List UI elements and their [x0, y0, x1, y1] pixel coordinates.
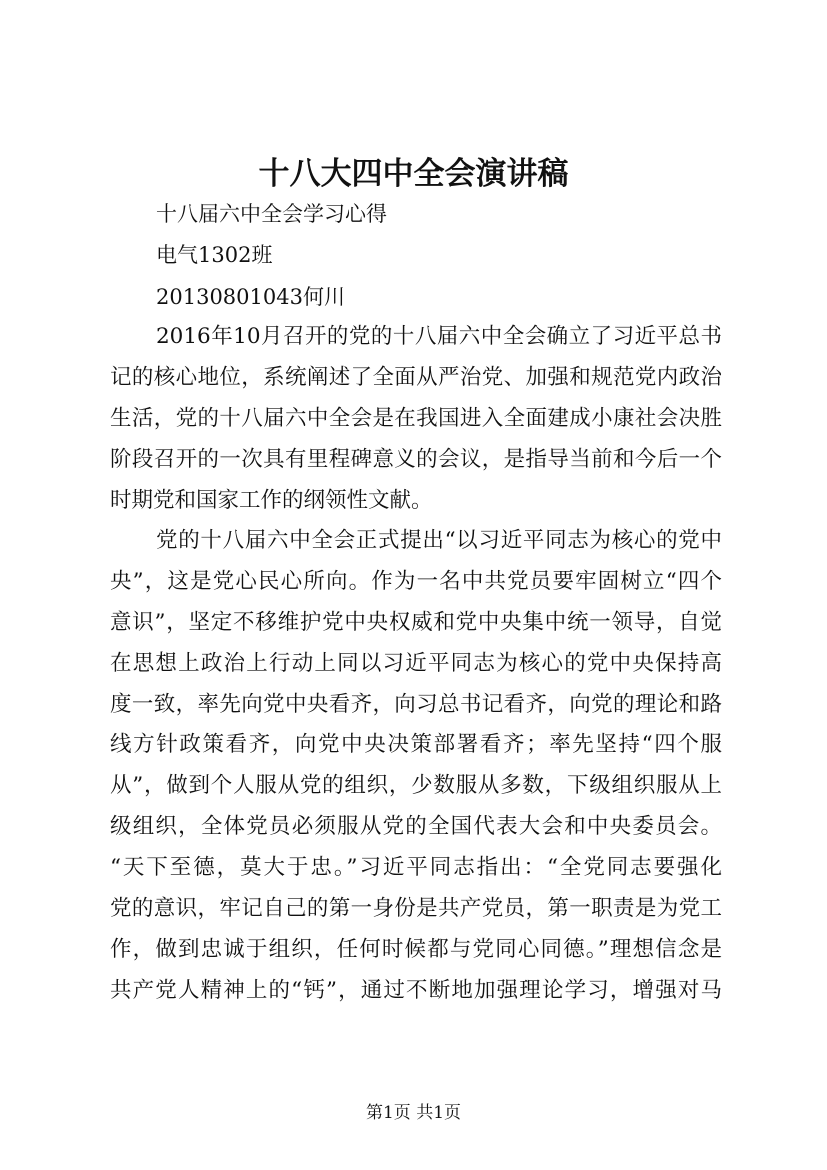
paragraph-line: 意识”，坚定不移维护党中央权威和党中央集中统一领导，自觉: [110, 609, 722, 635]
paragraph-line: “天下至德，莫大于忠。”习近平同志指出：“全党同志要强化: [110, 855, 722, 881]
paragraph-line: 阶段召开的一次具有里程碑意义的会议，是指导当前和今后一个: [110, 446, 722, 472]
paragraph-1: [110, 317, 722, 521]
paragraph-line: 2016年10月召开的党的十八届六中全会确立了习近平总书: [156, 324, 722, 349]
paragraph-line: 党的意识，牢记自己的第一身份是共产党员，第一职责是为党工: [110, 896, 722, 922]
paragraph-line: 在思想上政治上行动上同以习近平同志为核心的党中央保持高: [110, 650, 722, 676]
paragraph-2: [110, 521, 722, 1012]
paragraph-line: 级组织，全体党员必须服从党的全国代表大会和中央委员会。: [110, 814, 722, 840]
paragraph-line: 记的核心地位，系统阐述了全面从严治党、加强和规范党内政治: [110, 364, 722, 390]
class-line: 电气1302班: [156, 243, 273, 267]
paragraph-line: 党的十八届六中全会正式提出“以习近平同志为核心的党中: [156, 528, 722, 553]
paragraph-line: 央”，这是党心民心所向。作为一名中共党员要牢固树立“四个: [110, 568, 722, 594]
author-line: 20130801043何川: [156, 285, 345, 309]
paragraph-line: 线方针政策看齐，向党中央决策部署看齐；率先坚持“四个服: [110, 732, 722, 758]
paragraph-line: 时期党和国家工作的纲领性文献。: [110, 487, 433, 513]
paragraph-line: 作，做到忠诚于组织，任何时候都与党同心同德。”理想信念是: [110, 936, 722, 962]
document-title: 十八大四中全会演讲稿: [258, 156, 569, 192]
page-footer: 第1页 共1页: [365, 1103, 462, 1123]
paragraph-line: 从”，做到个人服从党的组织，少数服从多数，下级组织服从上: [110, 773, 722, 799]
paragraph-line: 生活，党的十八届六中全会是在我国进入全面建成小康社会决胜: [110, 405, 722, 431]
subtitle: 十八届六中全会学习心得: [156, 202, 387, 226]
paragraph-line: 度一致，率先向党中央看齐，向习总书记看齐，向党的理论和路: [110, 691, 722, 717]
paragraph-line: 共产党人精神上的“钙”，通过不断地加强理论学习，增强对马: [110, 977, 722, 1003]
